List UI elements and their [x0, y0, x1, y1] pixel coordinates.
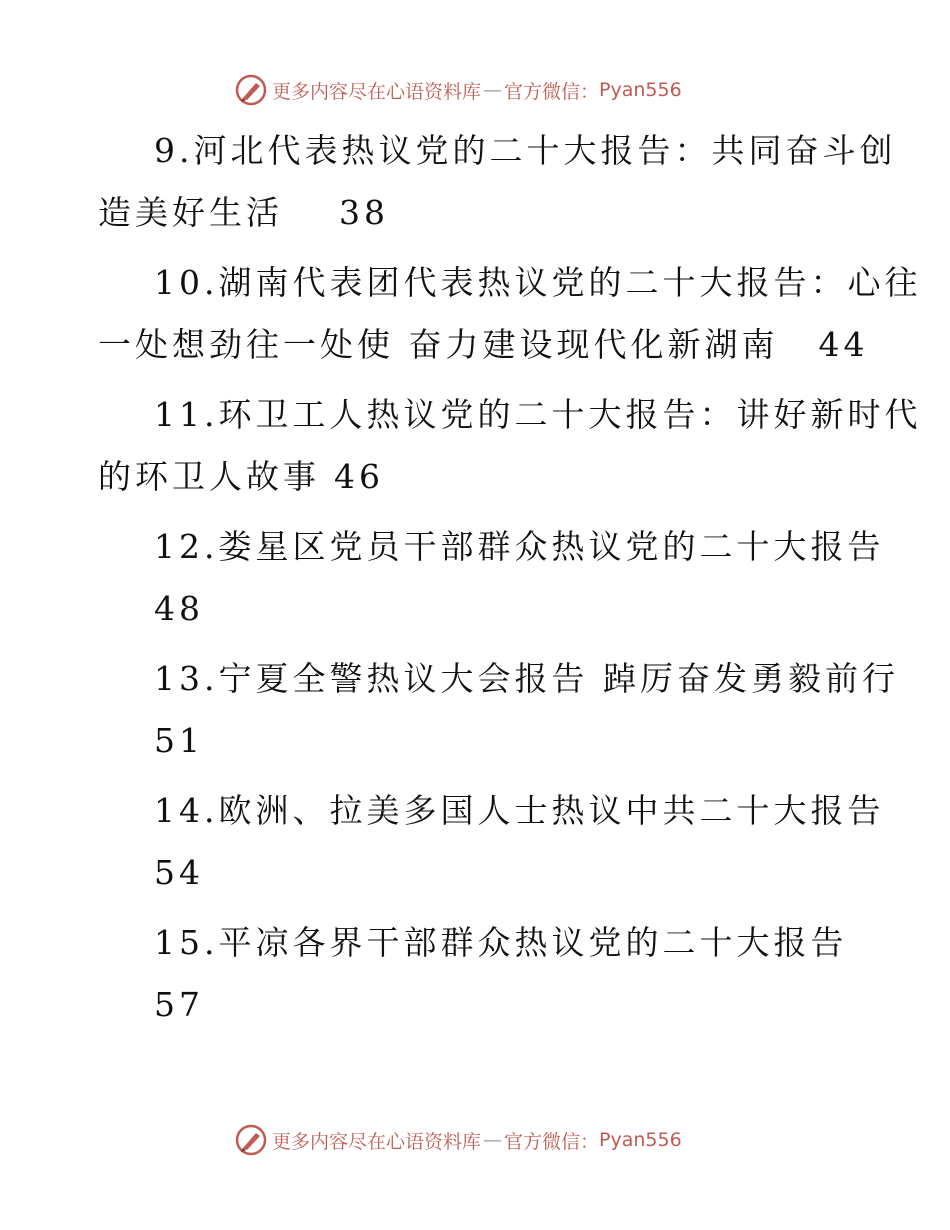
toc-entry-15 [98, 912, 858, 1036]
toc-page-number: 46 [334, 457, 384, 496]
toc-entry-title: 9.河北代表热议党的二十大报告：共同奋斗创 [154, 131, 897, 170]
watermark-wechat-id: Pyan556 [599, 79, 682, 101]
toc-page-number: 44 [818, 325, 869, 364]
toc-page-number: 57 [154, 985, 204, 1024]
toc-page-number: 48 [154, 589, 204, 628]
toc-entry-13 [98, 648, 899, 772]
toc-entry-12 [98, 516, 885, 640]
toc-entry-continuation [98, 446, 858, 508]
toc-entry-11 [98, 384, 922, 508]
watermark-separator: — [483, 79, 503, 101]
toc-entry-title: 10.湖南代表团代表热议党的二十大报告：心往 [154, 263, 922, 302]
toc-page-number: 51 [154, 721, 204, 760]
toc-entry-title-cont: 的环卫人故事 [98, 457, 320, 496]
toc-entry-title: 15.平凉各界干部群众热议党的二十大报告 [154, 923, 848, 962]
toc-entry-title: 11.环卫工人热议党的二十大报告：讲好新时代 [154, 395, 922, 434]
watermark-official-label: 官方微信： [504, 1130, 600, 1153]
table-of-contents [98, 120, 922, 1044]
watermark-text: 更多内容尽在心语资料库 [272, 1130, 482, 1153]
toc-entry-title: 12.娄星区党员干部群众热议党的二十大报告 [154, 527, 885, 566]
watermark-wechat-id: Pyan556 [599, 1129, 682, 1151]
watermark-text: 更多内容尽在心语资料库 [272, 80, 482, 103]
toc-entry-continuation [98, 314, 869, 376]
toc-entry-title-cont: 造美好生活 [98, 193, 283, 232]
toc-page-number: 54 [154, 853, 204, 892]
toc-entry-title-cont: 一处想劲往一处使 奋力建设现代化新湖南 [98, 325, 779, 364]
watermark-official-label: 官方微信： [504, 80, 600, 103]
toc-entry-9 [98, 120, 897, 244]
header-watermark [0, 72, 950, 108]
toc-entry-continuation [98, 182, 858, 244]
toc-entry-title: 13.宁夏全警热议大会报告 踔厉奋发勇毅前行 [154, 659, 899, 698]
toc-page-number: 38 [339, 193, 389, 232]
pen-logo-icon [234, 73, 268, 107]
pen-logo-icon [234, 1123, 268, 1157]
toc-entry-title: 14.欧洲、拉美多国人士热议中共二十大报告 [154, 791, 885, 830]
footer-watermark [0, 1122, 950, 1158]
toc-entry-10 [98, 252, 922, 376]
toc-entry-14 [98, 780, 885, 904]
watermark-separator: — [483, 1129, 503, 1151]
